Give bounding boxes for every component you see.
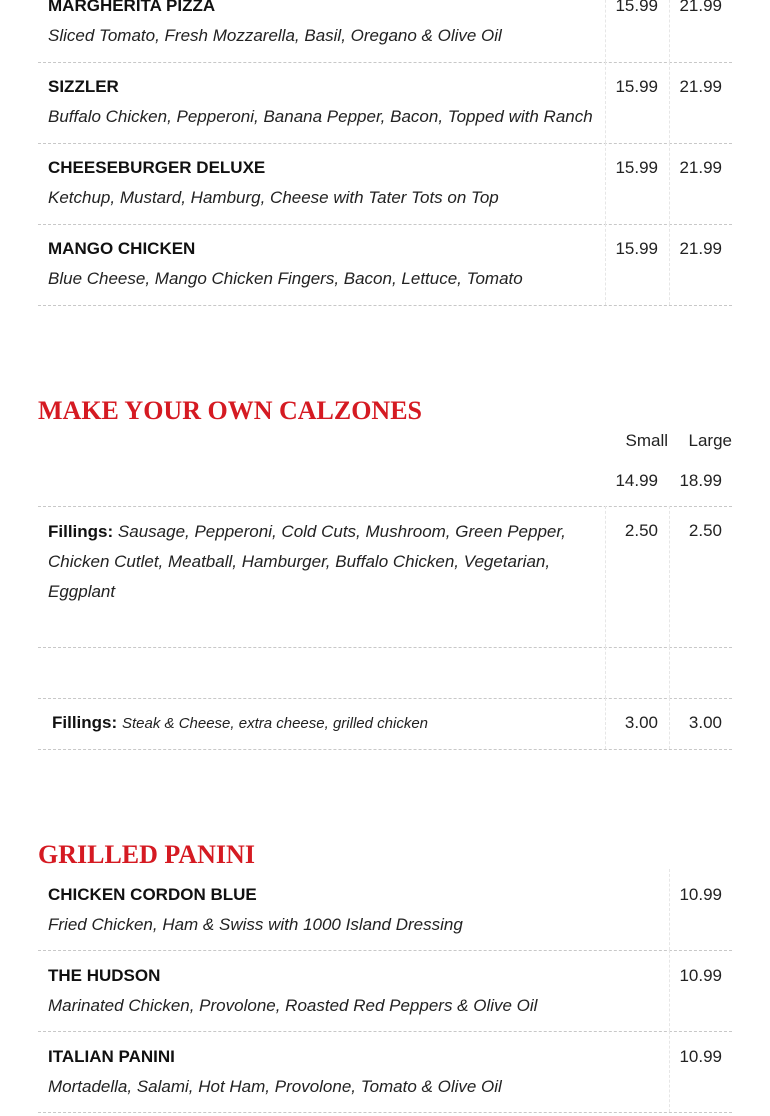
item-name: SIZZLER <box>48 77 119 96</box>
size-header-large: Large <box>688 431 732 450</box>
column-divider <box>669 1031 670 1112</box>
item-price-large: 21.99 <box>679 158 722 177</box>
calzone-base-price-small: 14.99 <box>615 471 658 490</box>
fillings-text <box>48 517 568 607</box>
item-name: MARGHERITA PIZZA <box>48 0 216 15</box>
menu-item-row <box>38 0 732 63</box>
fillings-list: Sausage, Pepperoni, Cold Cuts, Mushroom, Green Pepper, Chicken Cutlet, Meatball, Hamburger, Buffalo Chicken, Vegetarian, Eggplant <box>48 522 566 601</box>
item-name: MANGO CHICKEN <box>48 239 196 258</box>
item-price: 10.99 <box>679 1047 722 1066</box>
calzone-spacer-row <box>38 647 732 699</box>
item-description: Fried Chicken, Ham & Swiss with 1000 Island Dressing <box>48 915 463 934</box>
fillings-price-large: 2.50 <box>688 521 722 540</box>
menu-item-row <box>38 1031 732 1113</box>
item-price: 10.99 <box>679 966 722 985</box>
calzone-base-row <box>38 460 732 507</box>
menu-item-row <box>38 143 732 225</box>
item-price-small: 15.99 <box>615 158 658 177</box>
item-description: Marinated Chicken, Provolone, Roasted Red Peppers & Olive Oil <box>48 996 538 1015</box>
premium-fillings-label: Fillings: <box>52 713 118 732</box>
calzone-base-price-large: 18.99 <box>679 471 722 490</box>
column-divider <box>605 647 606 698</box>
premium-fillings-price-small: 3.00 <box>624 713 658 732</box>
calzone-premium-fillings-row <box>38 698 732 750</box>
item-description: Blue Cheese, Mango Chicken Fingers, Bacon, Lettuce, Tomato <box>48 269 523 288</box>
column-divider <box>669 950 670 1031</box>
section-title-calzones: MAKE YOUR OWN CALZONES <box>38 396 423 425</box>
column-divider <box>605 143 606 224</box>
column-divider <box>669 869 670 950</box>
item-description: Buffalo Chicken, Pepperoni, Banana Pepper, Bacon, Topped with Ranch <box>48 107 593 126</box>
item-price-large: 21.99 <box>679 0 722 15</box>
premium-fillings-list: Steak & Cheese, extra cheese, grilled chicken <box>122 715 428 732</box>
column-divider <box>669 647 670 698</box>
item-price-small: 15.99 <box>615 77 658 96</box>
item-price-small: 15.99 <box>615 0 658 15</box>
item-name: ITALIAN PANINI <box>48 1047 175 1066</box>
item-description: Sliced Tomato, Fresh Mozzarella, Basil, Oregano & Olive Oil <box>48 26 502 45</box>
item-name: CHICKEN CORDON BLUE <box>48 885 257 904</box>
column-divider <box>669 224 670 305</box>
item-price: 10.99 <box>679 885 722 904</box>
column-divider <box>605 224 606 305</box>
item-price-large: 21.99 <box>679 77 722 96</box>
item-description: Ketchup, Mustard, Hamburg, Cheese with Tater Tots on Top <box>48 188 499 207</box>
column-divider <box>669 143 670 224</box>
premium-fillings-price-large: 3.00 <box>688 713 722 732</box>
item-price-large: 21.99 <box>679 239 722 258</box>
menu-item-row <box>38 62 732 144</box>
fillings-label: Fillings: <box>48 522 114 541</box>
item-name: THE HUDSON <box>48 966 161 985</box>
size-header-small: Small <box>625 431 668 450</box>
calzone-fillings-row <box>38 506 732 648</box>
section-title-panini: GRILLED PANINI <box>38 840 255 869</box>
fillings-price-small: 2.50 <box>624 521 658 540</box>
menu-item-row <box>38 950 732 1032</box>
menu-item-row <box>38 869 732 951</box>
item-price-small: 15.99 <box>615 239 658 258</box>
item-name: CHEESEBURGER DELUXE <box>48 158 266 177</box>
menu-item-row <box>38 224 732 306</box>
column-divider <box>605 62 606 143</box>
column-divider <box>669 62 670 143</box>
item-description: Mortadella, Salami, Hot Ham, Provolone, Tomato & Olive Oil <box>48 1077 502 1096</box>
